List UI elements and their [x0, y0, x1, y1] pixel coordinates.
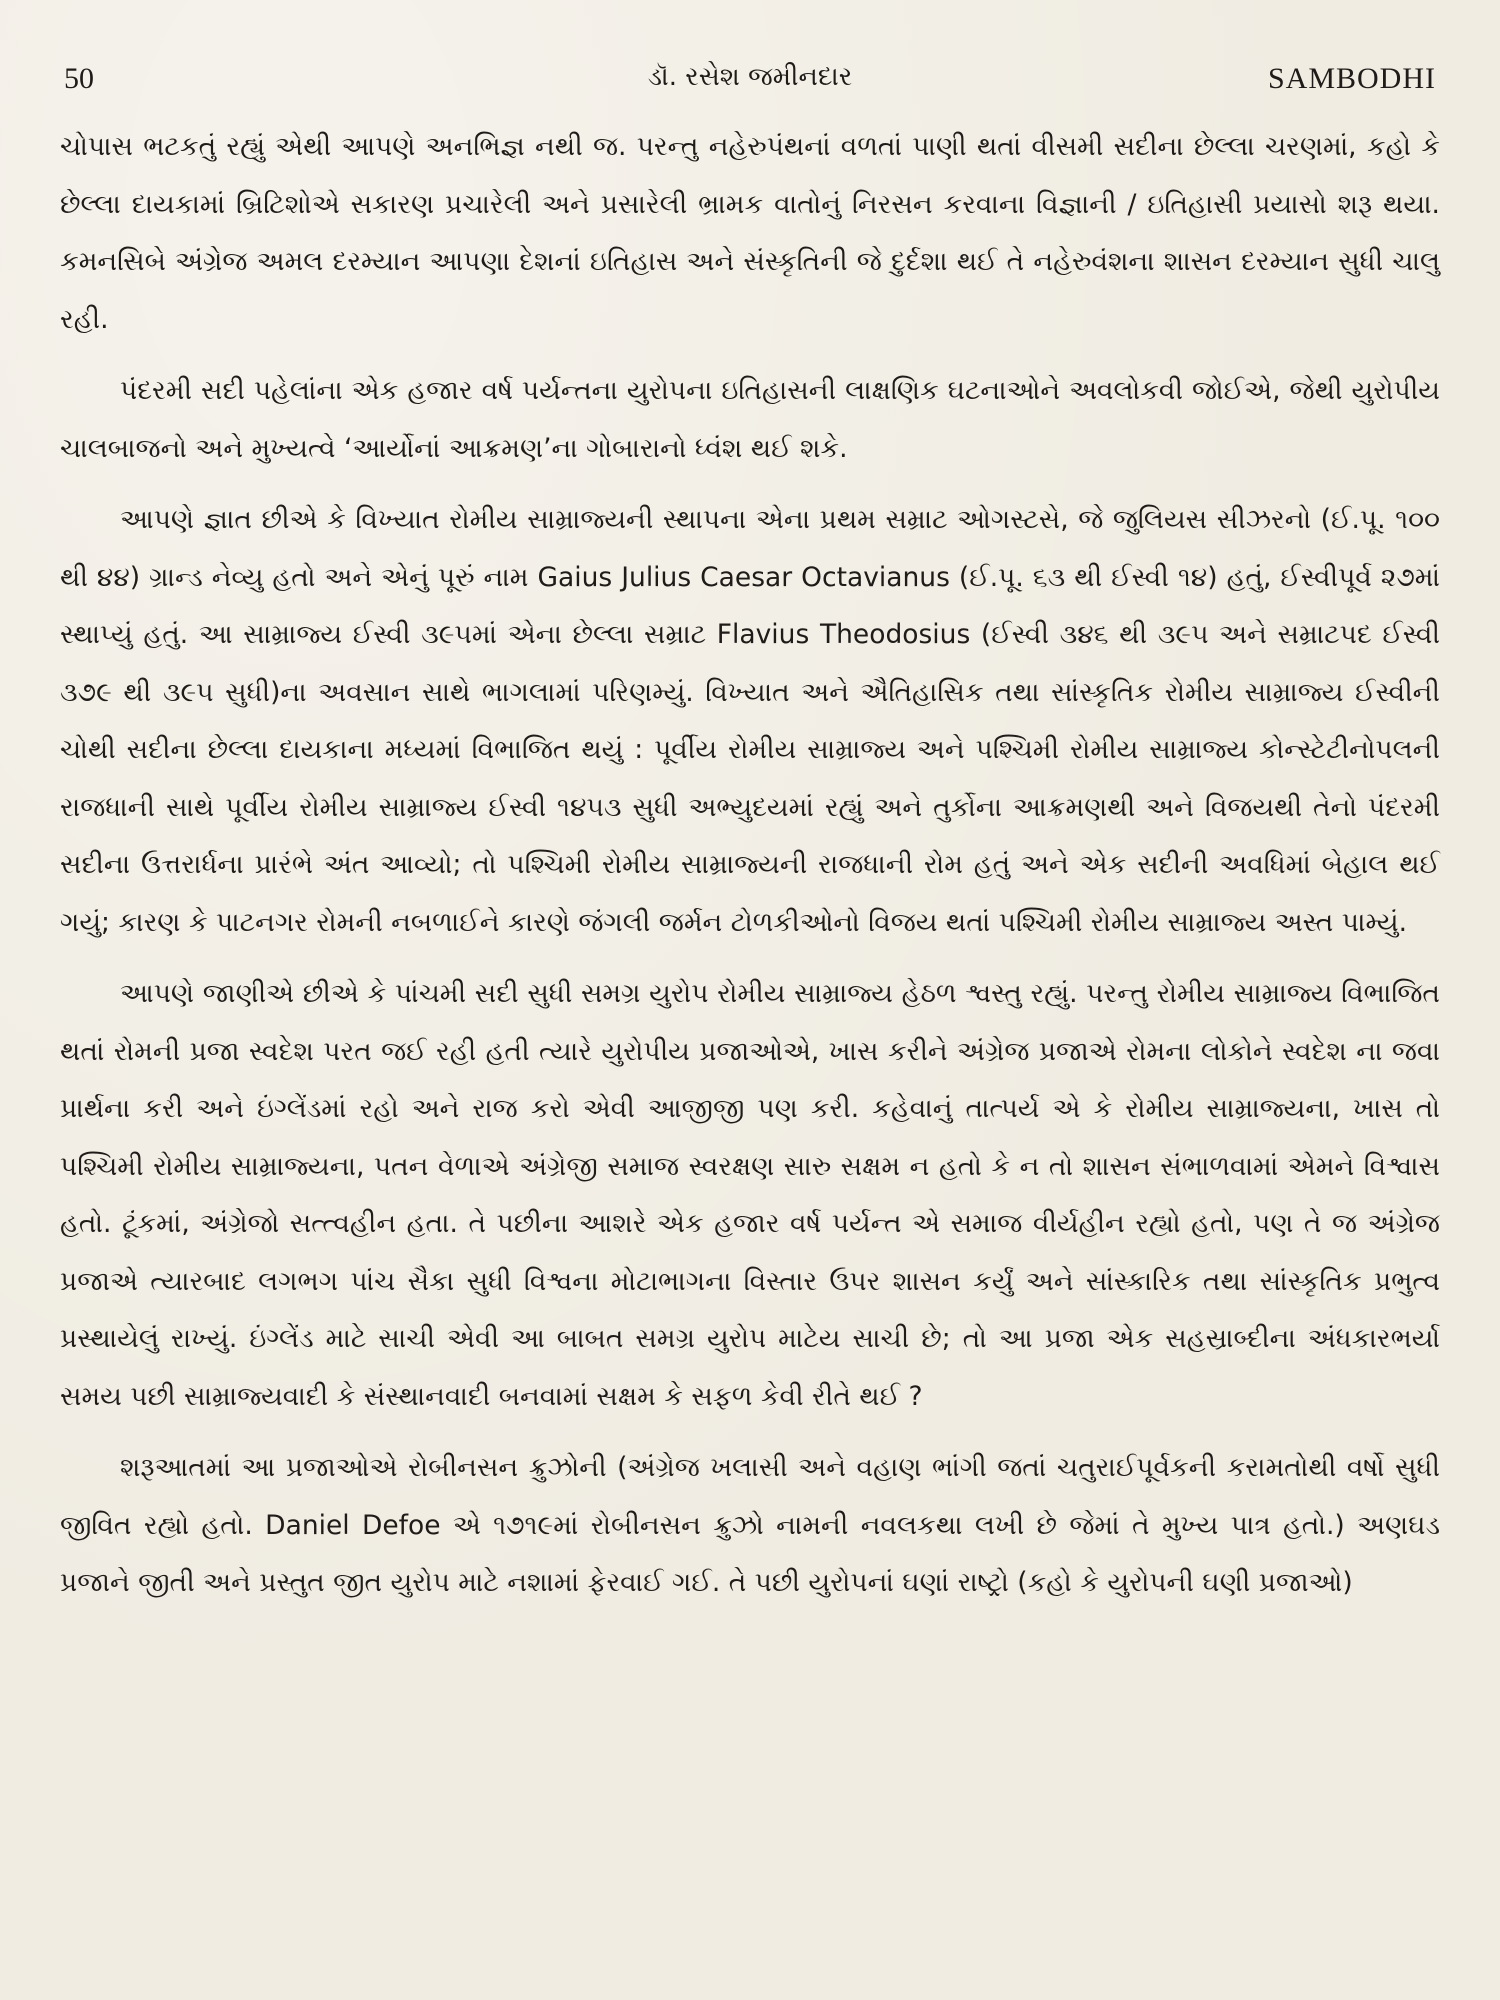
paragraph: શરૂઆતમાં આ પ્રજાઓએ રોબીનસન ક્રુઝોની (અંગ્રેજ ખલાસી અને વહાણ ભાંગી જતાં ચતુરાઈપૂર્વકની કરામતોથી વર્ષો સુધી જીવિત રહ્યો હતો. Daniel Defoe એ ૧૭૧૯માં રોબીનસન ક્રુઝો નામની નવલકથા લખી છે જેમાં તે મુખ્ય પાત્ર હતો.) અણઘડ પ્રજાને જીતી અને પ્રસ્તુત જીત યુરોપ માટે નશામાં ફેરવાઈ ગઈ. તે પછી યુરોપનાં ઘણાં રાષ્ટ્રો (કહો કે યુરોપની ઘણી પ્રજાઓ) [60, 1452, 1440, 1598]
page-number: 50 [64, 62, 94, 95]
body-text [60, 118, 1440, 1626]
running-head-author: ડૉ. રસેશ જમીનદાર [647, 62, 853, 92]
paragraph: ચોપાસ ભટકતું રહ્યું એથી આપણે અનભિજ્ઞ નથી જ. પરન્તુ નહેરુપંથનાં વળતાં પાણી થતાં વીસમી સદીના છેલ્લા ચરણમાં, કહો કે છેલ્લા દાયકામાં બ્રિટિશોએ સકારણ પ્રચારેલી અને પ્રસારેલી ભ્રામક વાતોનું નિરસન કરવાના વિજ્ઞાની / ઇતિહાસી પ્રયાસો શરૂ થયા. કમનસિબે અંગ્રેજ અમલ દરમ્યાન આપણા દેશનાં ઇતિહાસ અને સંસ્કૃતિની જે દુર્દશા થઈ તે નહેરુવંશના શાસન દરમ્યાન સુધી ચાલુ રહી. [60, 131, 1440, 335]
paragraph: પંદરમી સદી પહેલાંના એક હજાર વર્ષ પર્યન્તના યુરોપના ઇતિહાસની લાક્ષણિક ઘટનાઓને અવલોકવી જોઈએ, જેથી યુરોપીય ચાલબાજનો અને મુખ્યત્વે ‘આર્યોનાં આક્રમણ’ના ગોબારાનો ધ્વંશ થઈ શકે. [60, 375, 1440, 464]
paragraph: આપણે જ્ઞાત છીએ કે વિખ્યાત રોમીય સામ્રાજ્યની સ્થાપના એના પ્રથમ સમ્રાટ ઓગસ્ટસે, જે જુલિયસ સીઝરનો (ઈ.પૂ. ૧૦૦ થી ૪૪) ગ્રાન્ડ નેવ્યુ હતો અને એનું પૂરું નામ Gaius Julius Caesar Octavianus (ઈ.પૂ. ૬૩ થી ઈસ્વી ૧૪) હતું, ઈસ્વીપૂર્વ ૨૭માં સ્થાપ્યું હતું. આ સામ્રાજ્ય ઈસ્વી ૩૯૫માં એના છેલ્લા સમ્રાટ Flavius Theodosius (ઈસ્વી ૩૪૬ થી ૩૯૫ અને સમ્રાટપદ ઈસ્વી ૩૭૯ થી ૩૯૫ સુધી)ના અવસાન સાથે ભાગલામાં પરિણમ્યું. વિખ્યાત અને ઐતિહાસિક તથા સાંસ્કૃતિક રોમીય સામ્રાજ્ય ઈસ્વીની ચોથી સદીના છેલ્લા દાયકાના મધ્યમાં વિભાજિત થયું : પૂર્વીય રોમીય સામ્રાજ્ય અને પશ્ચિમી રોમીય સામ્રાજ્ય કોન્સ્ટેટીનોપલની રાજધાની સાથે પૂર્વીય રોમીય સામ્રાજ્ય ઈસ્વી ૧૪૫૩ સુધી અભ્યુદયમાં રહ્યું અને તુર્કોના આક્રમણથી અને વિજયથી તેનો પંદરમી સદીના ઉત્તરાર્ધના પ્રારંભે અંત આવ્યો; તો પશ્ચિમી રોમીય સામ્રાજ્યની રાજધાની રોમ હતું અને એક સદીની અવધિમાં બેહાલ થઈ ગયું; કારણ કે પાટનગર રોમની નબળાઈને કારણે જંગલી જર્મન ટોળકીઓનો વિજય થતાં પશ્ચિમી રોમીય સામ્રાજ્ય અસ્ત પામ્યું. [60, 504, 1440, 938]
running-head-journal: SAMBODHI [1267, 62, 1436, 95]
running-header [60, 62, 1440, 102]
paragraph: આપણે જાણીએ છીએ કે પાંચમી સદી સુધી સમગ્ર યુરોપ રોમીય સામ્રાજ્ય હેઠળ શ્વસ્તુ રહ્યું. પરન્તુ રોમીય સામ્રાજ્ય વિભાજિત થતાં રોમની પ્રજા સ્વદેશ પરત જઈ રહી હતી ત્યારે યુરોપીય પ્રજાઓએ, ખાસ કરીને અંગ્રેજ પ્રજાએ રોમના લોકોને સ્વદેશ ના જવા પ્રાર્થના કરી અને ઇંગ્લેંડમાં રહો અને રાજ કરો એવી આજીજી પણ કરી. કહેવાનું તાત્પર્ય એ કે રોમીય સામ્રાજ્યના, ખાસ તો પશ્ચિમી રોમીય સામ્રાજ્યના, પતન વેળાએ અંગ્રેજી સમાજ સ્વરક્ષણ સારુ સક્ષમ ન હતો કે ન તો શાસન સંભાળવામાં એમને વિશ્વાસ હતો. ટૂંકમાં, અંગ્રેજો સત્ત્વહીન હતા. તે પછીના આશરે એક હજાર વર્ષ પર્યન્ત એ સમાજ વીર્યહીન રહ્યો હતો, પણ તે જ અંગ્રેજ પ્રજાએ ત્યારબાદ લગભગ પાંચ સૈકા સુધી વિશ્વના મોટાભાગના વિસ્તાર ઉપર શાસન કર્યું અને સાંસ્કારિક તથા સાંસ્કૃતિક પ્રભુત્વ પ્રસ્થાયેલું રાખ્યું. ઇંગ્લેંડ માટે સાચી એવી આ બાબત સમગ્ર યુરોપ માટેય સાચી છે; તો આ પ્રજા એક સહસ્રાબ્દીના અંધકારભર્યા સમય પછી સામ્રાજ્યવાદી કે સંસ્થાનવાદી બનવામાં સક્ષમ કે સફળ કેવી રીતે થઈ ? [60, 978, 1440, 1412]
